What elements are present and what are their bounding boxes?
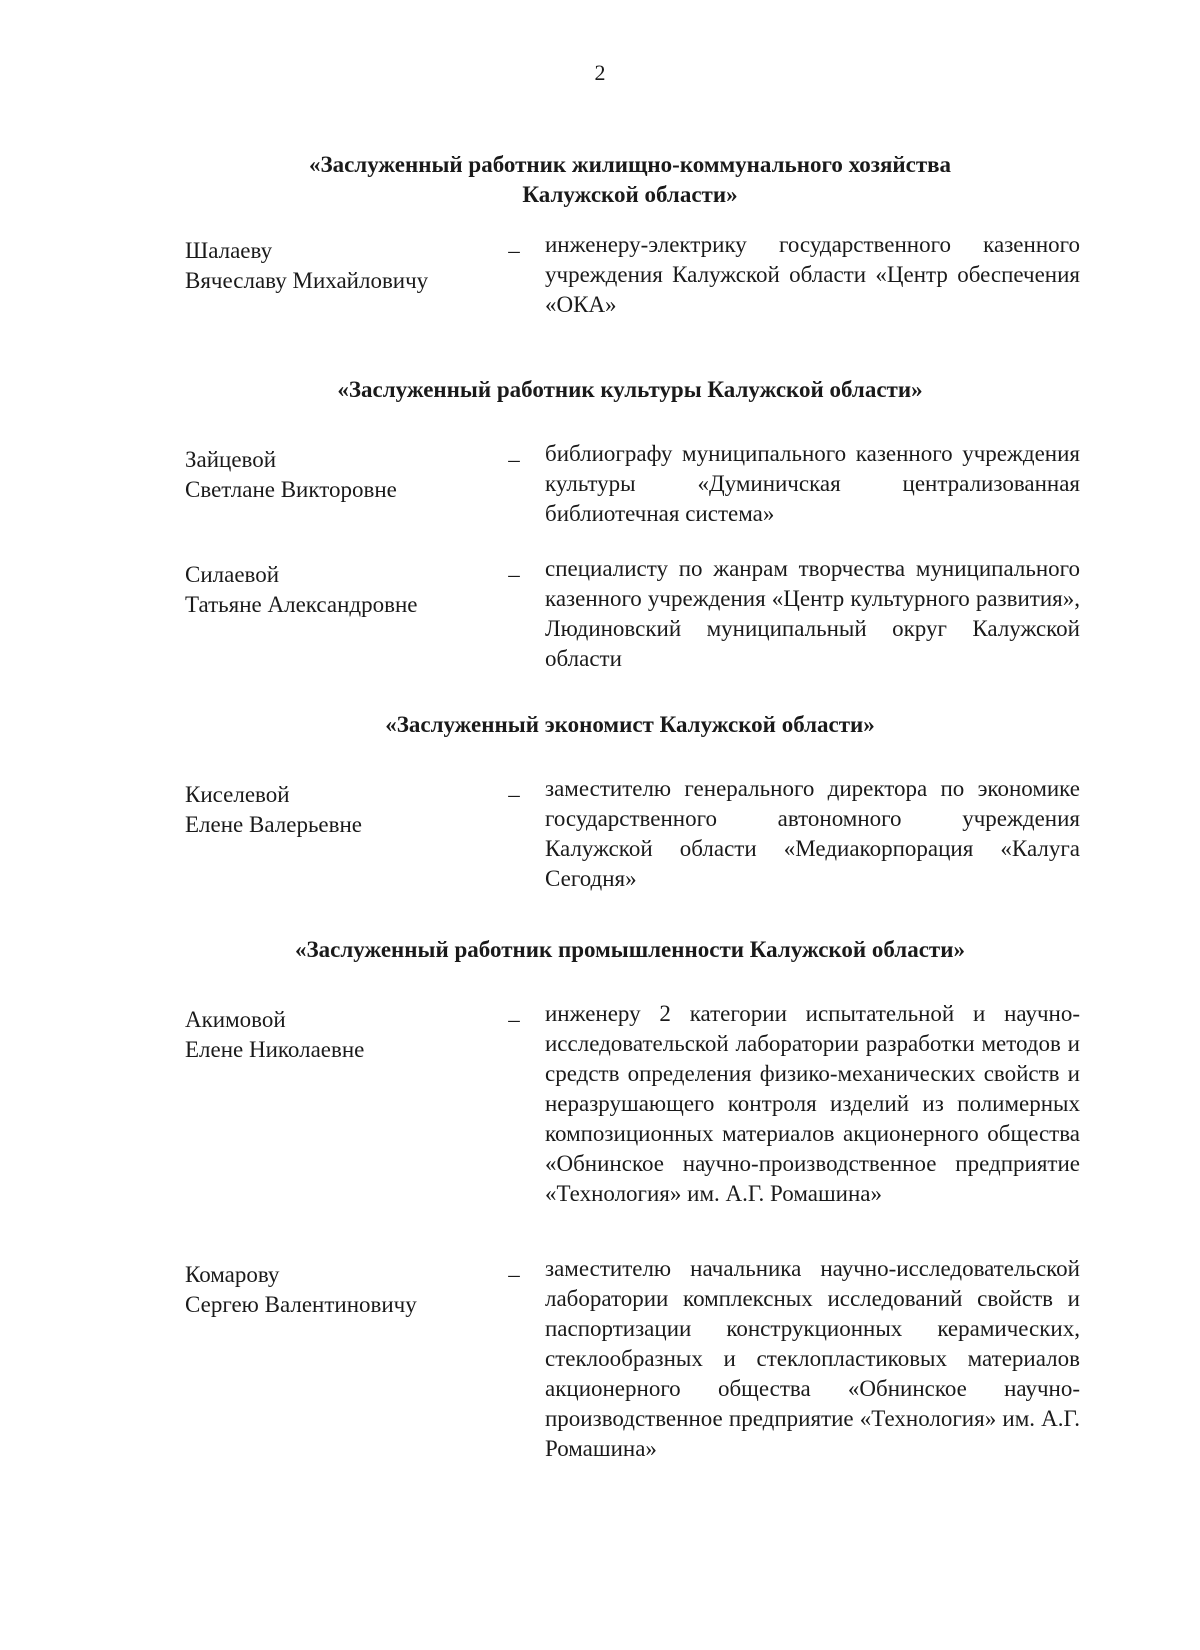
recipient-position: специалисту по жанрам творчества муниципального казенного учреждения «Центр культурного развития», Людиновский муниципальный округ Калужской области <box>545 556 1080 671</box>
recipient-surname: Силаевой <box>185 562 280 587</box>
recipient-given-names: Светлане Викторовне <box>185 477 397 502</box>
award-title-economist <box>180 710 1080 740</box>
award-title-housing <box>180 150 1080 210</box>
recipient-given-names: Елене Валерьевне <box>185 812 363 837</box>
recipient-surname: Акимовой <box>185 1007 286 1032</box>
recipient-name <box>185 236 485 296</box>
page-number: 2 <box>594 60 606 85</box>
recipient-name <box>185 780 485 840</box>
dash-separator: – <box>508 1262 520 1287</box>
recipient-given-names: Татьяне Александровне <box>185 592 418 617</box>
recipient-surname: Зайцевой <box>185 447 277 472</box>
dash-separator: – <box>508 447 520 472</box>
award-title-line: Калужской области» <box>522 182 738 207</box>
award-title-industry <box>180 935 1080 965</box>
recipient-position: заместителю начальника научно-исследовательской лаборатории комплексных исследований свойств и паспортизации конструкционных керамических, стеклообразных и стеклопластиковых материалов акционерного общества «Обнинское научно-производственное предприятие «Технология» им. А.Г. Ромашина» <box>545 1256 1080 1461</box>
recipient-position: инженеру 2 категории испытательной и научно-исследовательской лаборатории разработки методов и средств определения физико-механических свойств и неразрушающего контроля изделий из полимерных композиционных материалов акционерного общества «Обнинское научно-производственное предприятие «Технология» им. А.Г. Ромашина» <box>545 1001 1080 1206</box>
dash-separator: – <box>508 238 520 263</box>
award-title-line: «Заслуженный экономист Калужской области» <box>385 712 875 737</box>
recipient-position: заместителю генерального директора по экономике государственного автономного учреждения Калужской области «Медиакорпорация «Калуга Сегодня» <box>545 776 1080 891</box>
recipient-name <box>185 445 485 505</box>
recipient-given-names: Вячеславу Михайловичу <box>185 268 429 293</box>
recipient-surname: Комарову <box>185 1262 280 1287</box>
recipient-name <box>185 560 485 620</box>
recipient-surname: Киселевой <box>185 782 290 807</box>
recipient-name <box>185 1260 485 1320</box>
recipient-position: инженеру-электрику государственного казенного учреждения Калужской области «Центр обеспечения «ОКА» <box>545 232 1080 317</box>
award-title-line: «Заслуженный работник культуры Калужской области» <box>337 377 923 402</box>
recipient-given-names: Сергею Валентиновичу <box>185 1292 417 1317</box>
recipient-given-names: Елене Николаевне <box>185 1037 365 1062</box>
recipient-name <box>185 1005 485 1065</box>
dash-separator: – <box>508 1007 520 1032</box>
recipient-surname: Шалаеву <box>185 238 273 263</box>
dash-separator: – <box>508 562 520 587</box>
award-title-line: «Заслуженный работник промышленности Калужской области» <box>295 937 965 962</box>
award-title-line: «Заслуженный работник жилищно-коммунального хозяйства <box>308 152 952 177</box>
recipient-position: библиографу муниципального казенного учреждения культуры «Думиничская централизованная библиотечная система» <box>545 441 1080 526</box>
award-title-culture <box>180 375 1080 405</box>
dash-separator: – <box>508 782 520 807</box>
